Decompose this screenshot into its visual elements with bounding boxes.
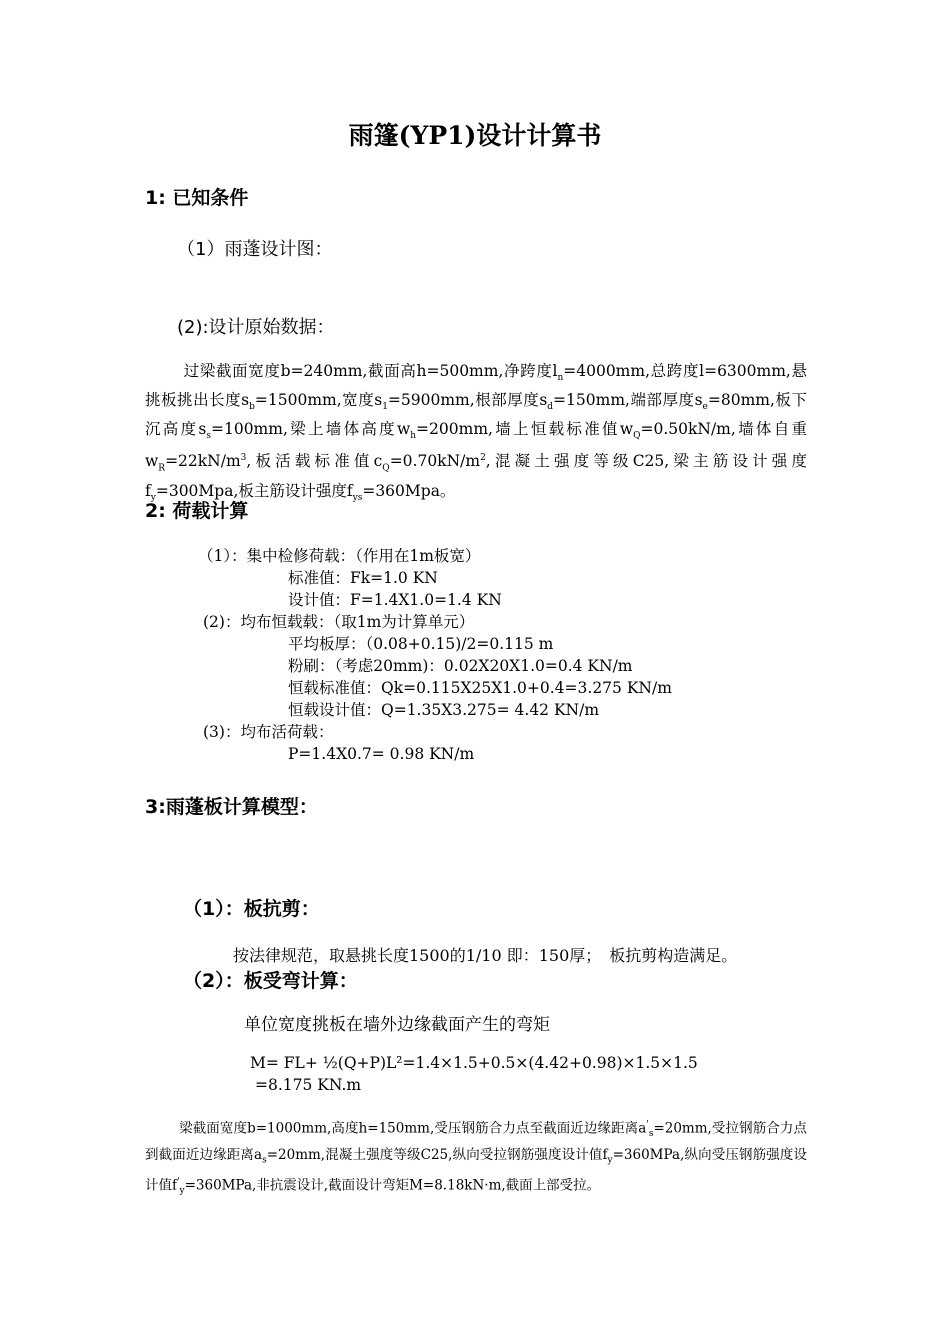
text: =150mm,端部厚度s (553, 391, 703, 410)
section-1-sub-2: (2):设计原始数据： (177, 317, 335, 338)
sub: y (179, 1186, 185, 1197)
load-line-5: 平均板厚：（0.08+0.15)/2=0.115 m (288, 635, 554, 653)
load-line-1: （1）：集中检修荷载：（作用在1m板宽） (198, 547, 481, 565)
sup: ' (646, 1120, 649, 1130)
sub: s (206, 431, 211, 442)
sup: 2 (480, 453, 486, 464)
sub: y (607, 1155, 613, 1166)
sub: 1 (382, 402, 388, 413)
bending-text: 单位宽度挑板在墙外边缘截面产生的弯矩 (244, 1015, 550, 1035)
text: =20mm,受拉钢筋合力点到截面近边缘距离a (145, 1120, 807, 1164)
sub: b (249, 402, 255, 413)
section-2-heading: 2: 荷载计算 (145, 500, 249, 522)
shear-heading: （1）：板抗剪： (183, 898, 320, 920)
section-parameters-note (145, 1115, 807, 1202)
text: 过梁截面宽度b=240mm,截面高h=500mm,净跨度l (183, 362, 558, 380)
load-line-4: (2)：均布恒载载：（取1m为计算单元） (203, 613, 475, 631)
section-3-heading: 3:雨蓬板计算模型： (145, 796, 318, 818)
text: =200mm,墙上恒载标准值w (416, 420, 634, 439)
load-line-9: (3)：均布活荷载： (203, 723, 334, 741)
text: =0.70kN/m (389, 452, 481, 471)
load-line-10: P=1.4X0.7= 0.98 KN/m (288, 745, 475, 763)
sub: Q (382, 463, 390, 474)
shear-text: 按法律规范，取悬挑长度1500的1/10 即：150厚； 板抗剪构造满足。 (233, 946, 738, 965)
sub: ys (352, 492, 363, 503)
load-line-3: 设计值：F=1.4X1.0=1.4 KN (288, 591, 502, 609)
sub: R (158, 463, 166, 474)
sub: s (262, 1155, 267, 1166)
sub: d (547, 402, 554, 413)
section-1-sub-1: （1）雨蓬设计图： (177, 239, 333, 260)
sub: y (150, 492, 156, 503)
text: =1500mm,宽度s (254, 391, 383, 410)
section-1-heading: 1: 已知条件 (145, 187, 249, 209)
text: =4000mm,总跨度l=6300mm,悬挑板挑出长度s (145, 362, 807, 410)
moment-formula: M= FL+ ½(Q+P)L²=1.4×1.5+0.5×(4.42+0.98)×1.5×1.5 (250, 1054, 698, 1072)
design-data-paragraph (145, 360, 807, 509)
load-line-8: 恒载设计值：Q=1.35X3.275= 4.42 KN/m (288, 701, 600, 719)
bending-heading: （2）：板受弯计算： (183, 970, 358, 992)
sub: s (648, 1129, 654, 1140)
text: ,板活载标准值c (246, 452, 383, 471)
sub: h (410, 431, 417, 442)
sub: n (557, 373, 564, 384)
text: =360Mpa。 (362, 481, 456, 500)
text: =360MPa,纵向受压钢筋强度设计值f (145, 1147, 807, 1194)
document-title: 雨篷(YP1)设计计算书 (348, 121, 602, 150)
text: ,混凝土强度等级C25,梁主筋设计强度f (145, 452, 807, 500)
sup: 3 (240, 453, 247, 464)
load-line-2: 标准值：Fk=1.0 KN (288, 569, 438, 587)
text: =22kN/m (165, 452, 241, 471)
sub: Q (633, 431, 641, 442)
sub: e (702, 402, 708, 413)
text: =20mm,混凝土强度等级C25,纵向受拉钢筋强度设计值f (266, 1147, 608, 1164)
text: =300Mpa,板主筋设计强度f (155, 481, 353, 500)
text: =80mm,板下沉高度s (145, 391, 807, 439)
text: =100mm,梁上墙体高度w (210, 420, 411, 439)
load-line-6: 粉刷：（考虑20mm)：0.02X20X1.0=0.4 KN/m (288, 657, 633, 675)
moment-result: =8.175 KN.m (255, 1076, 362, 1094)
text: =360MPa,非抗震设计,截面设计弯矩M=8.18kN·m,截面上部受拉。 (184, 1177, 601, 1194)
load-line-7: 恒载标准值：Qk=0.115X25X1.0+0.4=3.275 KN/m (288, 679, 672, 697)
sup: ' (177, 1176, 180, 1187)
text: =5900mm,根部厚度s (387, 391, 548, 410)
text: 梁截面宽度b=1000mm,高度h=150mm,受压钢筋合力点至截面近边缘距离a (179, 1120, 647, 1137)
text: =0.50kN/m,墙体自重w (145, 420, 807, 471)
